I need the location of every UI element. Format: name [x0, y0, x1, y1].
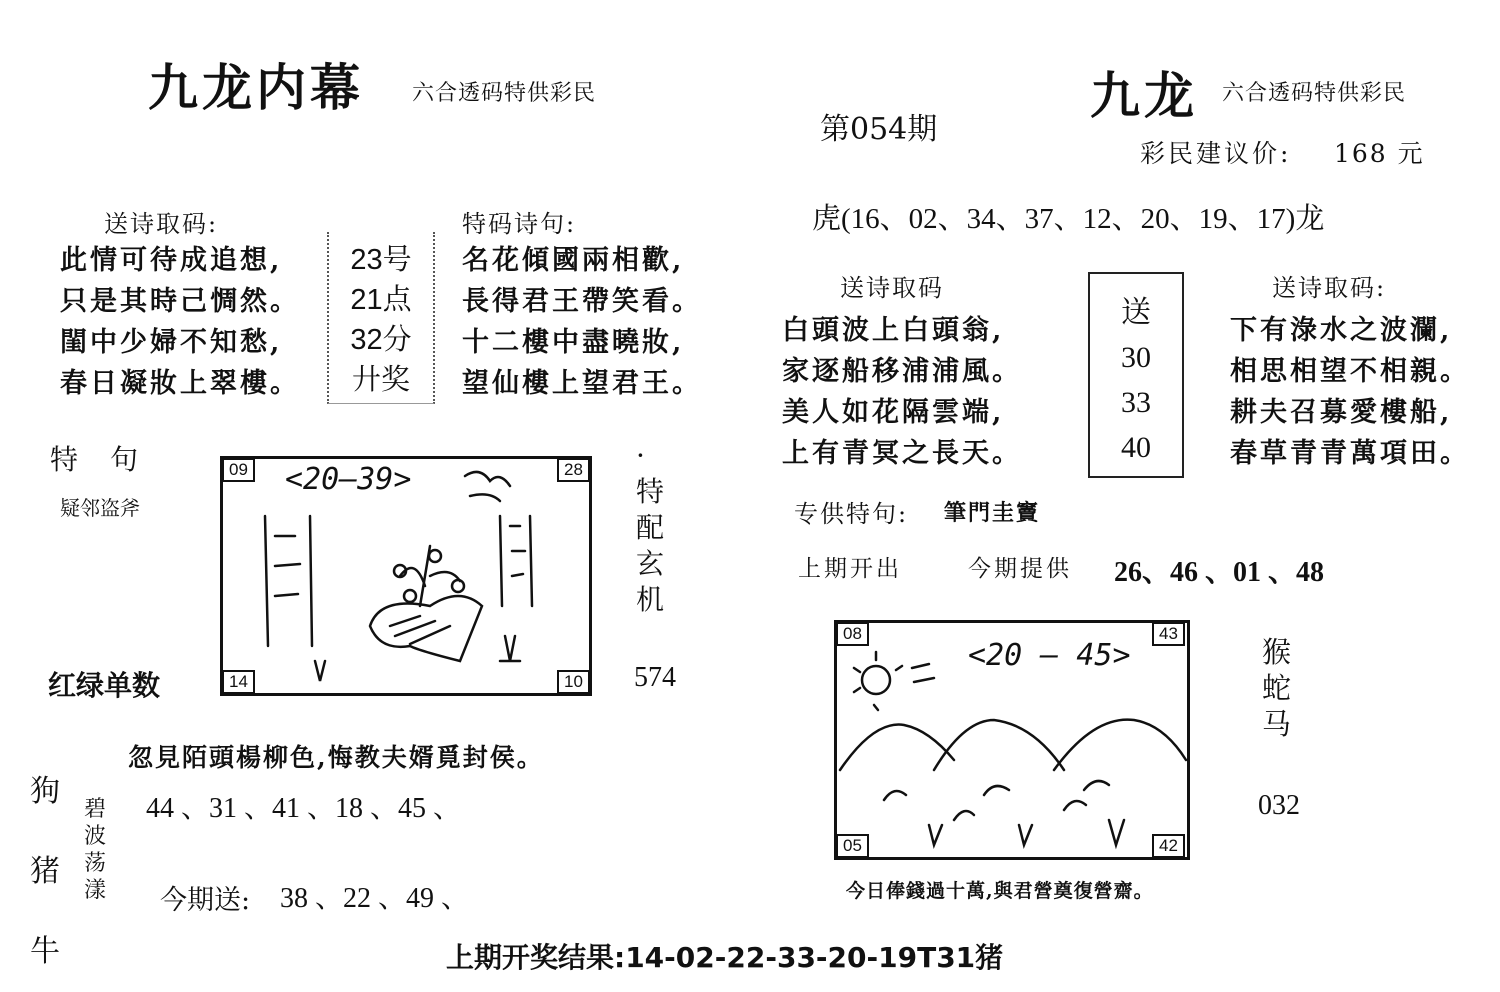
issue-number: 第054期: [820, 112, 938, 147]
right-send-poem-heading-right: 送诗取码:: [1272, 274, 1387, 302]
poem-line: 下有淥水之波瀾,: [1230, 315, 1453, 346]
right-animals: [1262, 634, 1291, 742]
right-handwritten-range: <20 — 45>: [968, 638, 1131, 673]
poem-line: 美人如花隔雲端,: [782, 397, 1005, 428]
right-side-number: 032: [1258, 790, 1300, 821]
poem-line: 耕夫召募愛樓船,: [1230, 397, 1453, 428]
poem-line: 此情可待成追想,: [60, 245, 283, 276]
left-send-poem-heading: 送诗取码:: [104, 210, 219, 238]
red-green-label: 红绿单数: [48, 669, 161, 702]
right-bottom-poem: 今日俸錢過十萬,與君營奠復營齋。: [846, 880, 1154, 902]
poem-line: 長得君王帶笑看。: [462, 286, 702, 317]
color-char: 碧: [84, 797, 107, 822]
vertical-char: 配: [636, 511, 665, 544]
left-vertical-label: [636, 474, 664, 618]
middle-value: 23号: [350, 244, 412, 276]
frame-corner-number: 42: [1152, 834, 1185, 858]
frame-corner-number: 14: [222, 670, 255, 694]
left-poem-line: 忽見陌頭楊柳色,悔教夫婿覓封侯。: [128, 743, 544, 772]
vertical-char: 特: [636, 475, 665, 508]
color-char: 波: [84, 824, 107, 849]
poem-line: 十二樓中盡曉妝,: [462, 327, 685, 358]
middle-value: 33: [1121, 386, 1151, 419]
last-draw-result: 上期开奖结果:14-02-22-33-20-19T31猪: [446, 941, 1004, 974]
this-period-values: 26、46 、01 、48: [1114, 557, 1325, 588]
price-value: 168 元: [1334, 139, 1425, 168]
middle-value: 送: [1121, 296, 1151, 329]
poem-line: 白頭波上白頭翁,: [782, 315, 1005, 346]
frame-corner-number: 28: [557, 458, 590, 482]
left-numbers-row: 44 、31 、41 、18 、45 、: [146, 793, 462, 824]
frame-corner-number: 09: [222, 458, 255, 482]
left-animals: [30, 752, 60, 992]
frame-corner-number: 08: [836, 622, 869, 646]
right-send-poem-right: [1230, 310, 1470, 474]
left-color-label: [84, 796, 106, 904]
animal-char: 猴: [1262, 635, 1292, 669]
today-send-values: 38 、22 、49 、: [280, 883, 470, 914]
vertical-char: 机: [636, 583, 665, 616]
this-period-label: 今期提供: [968, 556, 1072, 582]
middle-value: 40: [1121, 431, 1151, 464]
frame-corner-number: 43: [1152, 622, 1185, 646]
animal-char: 猪: [30, 854, 60, 889]
left-special-phrase-label: 特 句: [50, 443, 141, 476]
middle-value: 21点: [350, 284, 412, 316]
poem-line: 閨中少婦不知愁,: [60, 327, 283, 358]
color-char: 漾: [84, 878, 107, 903]
price-label: 彩民建议价:: [1140, 139, 1292, 168]
red-green-value: 574: [634, 662, 676, 693]
right-subtitle: 六合透码特供彩民: [1222, 81, 1407, 106]
right-middle-values: [1088, 290, 1184, 470]
poem-line: 春日凝妝上翠樓。: [60, 368, 300, 399]
animal-char: 马: [1262, 707, 1292, 741]
left-special-phrase: 疑邻盗斧: [60, 496, 140, 520]
poem-line: 名花傾國兩相歡,: [462, 245, 685, 276]
poem-line: 春草青青萬項田。: [1230, 438, 1470, 469]
animal-char: 牛: [30, 934, 60, 969]
animal-char: 蛇: [1262, 671, 1292, 705]
right-send-poem-heading-left: 送诗取码: [840, 274, 944, 302]
today-send-label: 今期送:: [160, 885, 251, 916]
left-subtitle: 六合透码特供彩民: [412, 81, 597, 106]
left-sketch-drawing: [220, 456, 592, 696]
right-send-poem-left: [782, 310, 1022, 474]
poem-line: 相思相望不相親。: [1230, 356, 1470, 387]
frame-corner-number: 10: [557, 670, 590, 694]
left-send-poem: [60, 240, 300, 404]
poem-line: 家逐船移浦浦風。: [782, 356, 1022, 387]
left-vertical-dot: ·: [636, 439, 645, 472]
right-sketch-drawing: [834, 620, 1190, 860]
right-special-phrase-label: 专供特句:: [794, 500, 909, 528]
middle-value: 30: [1121, 341, 1151, 374]
poem-line: 望仙樓上望君王。: [462, 368, 702, 399]
left-title: 九龙内幕: [148, 58, 364, 117]
right-special-phrase: 筆門圭竇: [944, 500, 1041, 526]
color-char: 荡: [84, 851, 107, 876]
middle-value: 32分: [350, 324, 412, 356]
middle-value: 廾奖: [351, 364, 410, 396]
tiger-dragon-line: 虎(16、02、34、37、12、20、19、17)龙: [812, 203, 1325, 235]
animal-char: 狗: [30, 774, 60, 809]
vertical-char: 玄: [636, 547, 665, 580]
last-period-label: 上期开出: [798, 556, 902, 582]
right-title: 九龙: [1090, 66, 1198, 125]
poem-line: 只是其時己惆然。: [60, 286, 300, 317]
left-middle-values: [327, 240, 435, 400]
left-handwritten-range: <20—39>: [285, 462, 412, 497]
poem-line: 上有青冥之長天。: [782, 438, 1022, 469]
left-special-poem: [462, 240, 702, 404]
left-special-poem-heading: 特码诗句:: [462, 210, 577, 238]
frame-corner-number: 05: [836, 834, 869, 858]
